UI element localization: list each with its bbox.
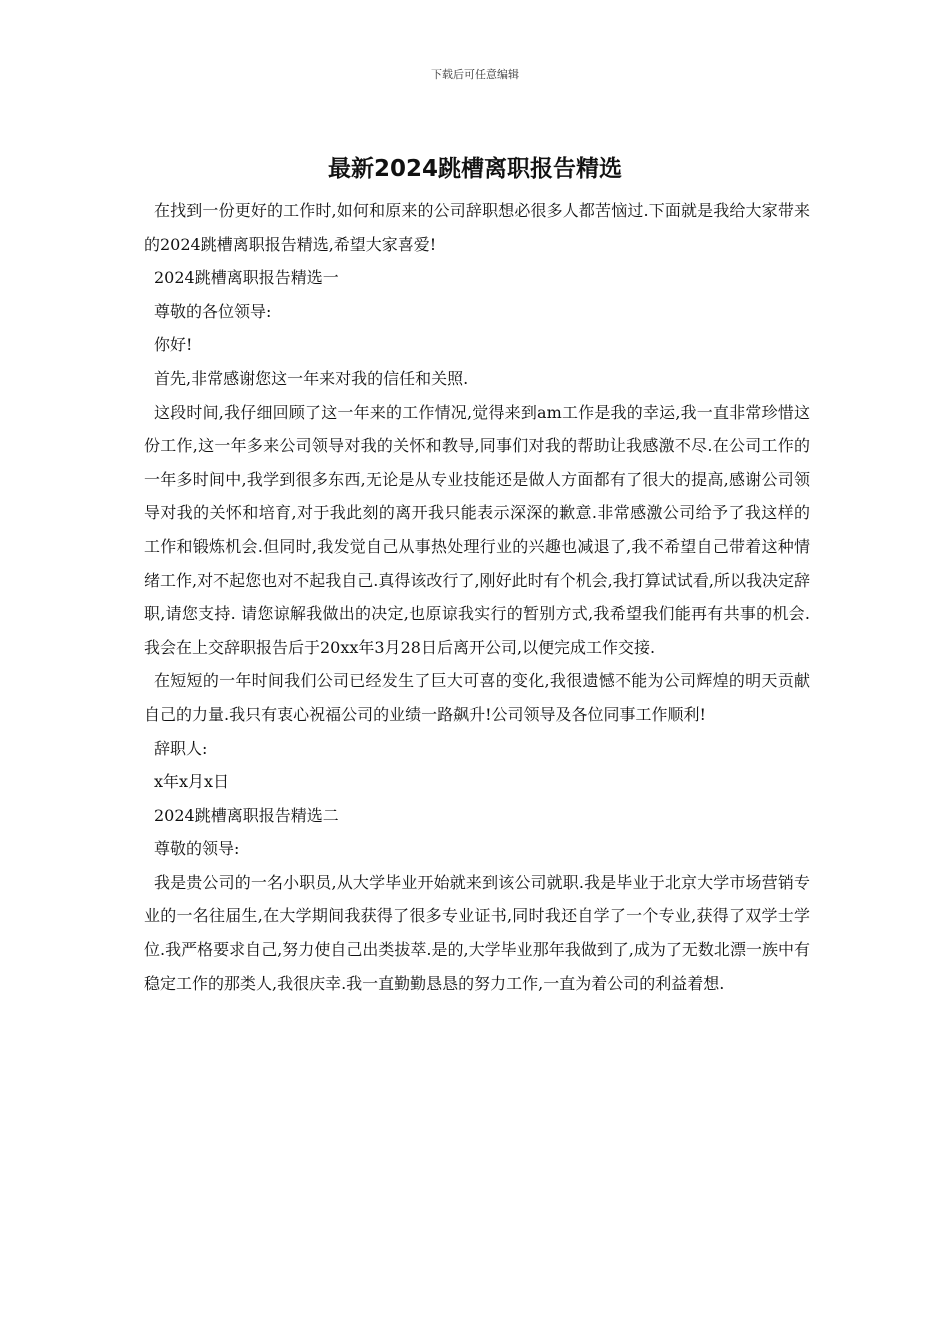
section-heading-1: 2024跳槽离职报告精选一 <box>154 268 339 288</box>
document-body <box>144 194 810 1000</box>
page-title: 最新2024跳槽离职报告精选 <box>327 156 622 182</box>
salutation-1: 尊敬的各位领导: <box>154 301 272 321</box>
date-line: x年x月x日 <box>154 772 230 792</box>
body-paragraph: 首先,非常感谢您这一年来对我的信任和关照. <box>154 368 469 388</box>
body-paragraph: 我是贵公司的一名小职员,从大学毕业开始就来到该公司就职.我是毕业于北京大学市场营销专业的一名往届生,在大学期间我获得了很多专业证书,同时我还自学了一个专业,获得了双学士学位.我严格要求自己,努力使自己出类拔萃.是的,大学毕业那年我做到了,成为了无数北漂一族中有稳定工作的那类人,我很庆幸.我一直勤勤恳恳的努力工作,一直为着公司的利益着想. <box>144 872 810 993</box>
body-paragraph: 这段时间,我仔细回顾了这一年来的工作情况,觉得来到am工作是我的幸运,我一直非常珍惜这份工作,这一年多来公司领导对我的关怀和教导,同事们对我的帮助让我感激不尽.在公司工作的一年多时间中,我学到很多东西,无论是从专业技能还是做人方面都有了很大的提高,感谢公司领导对我的关怀和培育,对于我此刻的离开我只能表示深深的歉意.非常感激公司给予了我这样的工作和锻炼机会.但同时,我发觉自己从事热处理行业的兴趣也减退了,我不希望自己带着这种情绪工作,对不起您也对不起我自己.真得该改行了,刚好此时有个机会,我打算试试看,所以我决定辞职,请您支持. 请您谅解我做出的决定,也原谅我实行的暂别方式,我希望我们能再有共事的机会.我会在上交辞职报告后于20xx年3月28日后离开公司,以便完成工作交接. <box>144 402 810 657</box>
page-header-note: 下载后可任意编辑 <box>431 68 519 81</box>
greeting: 你好! <box>154 335 193 355</box>
salutation-2: 尊敬的领导: <box>154 839 240 859</box>
section-heading-2: 2024跳槽离职报告精选二 <box>154 805 339 825</box>
intro-paragraph: 在找到一份更好的工作时,如何和原来的公司辞职想必很多人都苦恼过.下面就是我给大家带来的2024跳槽离职报告精选,希望大家喜爱! <box>144 201 810 254</box>
signature-label: 辞职人: <box>154 738 208 758</box>
body-paragraph: 在短短的一年时间我们公司已经发生了巨大可喜的变化,我很遗憾不能为公司辉煌的明天贡献自己的力量.我只有衷心祝福公司的业绩一路飙升!公司领导及各位同事工作顺利! <box>144 671 810 724</box>
